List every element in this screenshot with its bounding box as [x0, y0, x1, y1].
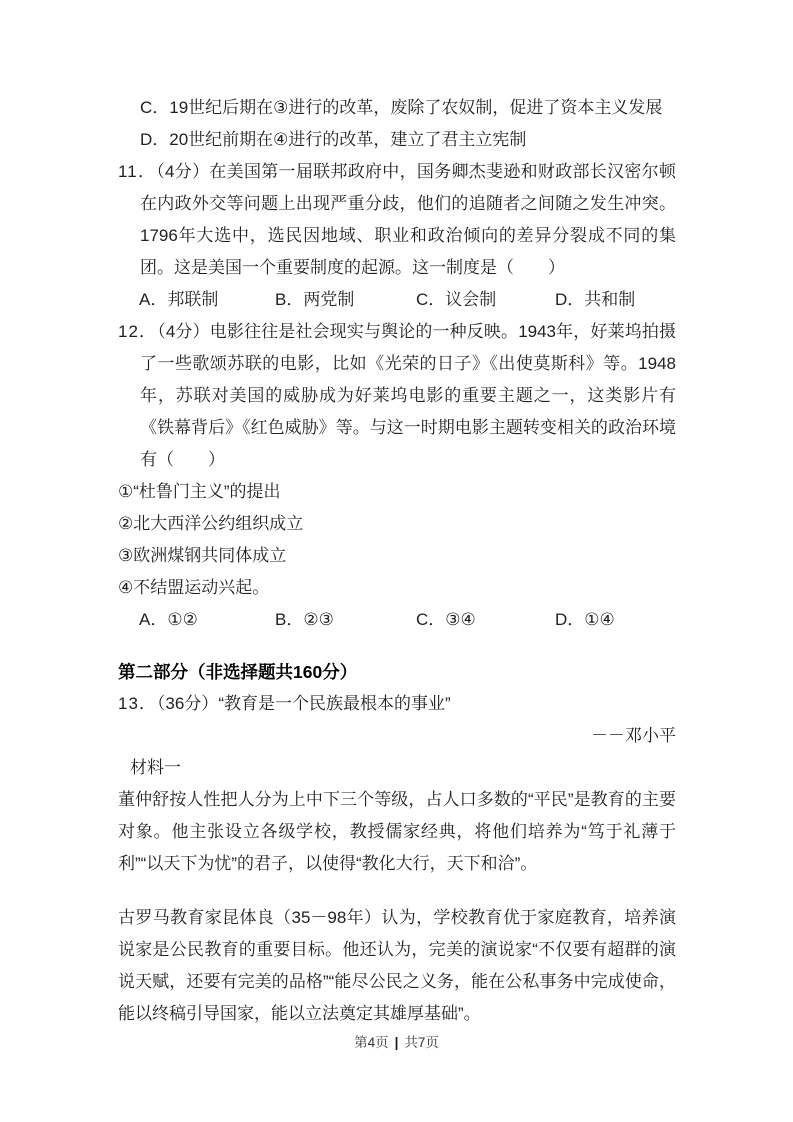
question-12-statement-4: ④不结盟运动兴起。 — [118, 578, 270, 597]
question-12-option-b: B．②③ — [275, 610, 334, 629]
question-13-number: 13． — [118, 694, 157, 713]
question-12-text: （4分）电影往往是社会现实与舆论的一种反映。1943年，好莱坞拍摄了一些歌颂苏联的电影，比如《光荣的日子》《出使莫斯科》等。1948年，苏联对美国的威胁成为好莱坞电影的重要主题之一，这类影片有《铁幕背后》《红色威胁》等。与这一时期电影主题转变相关的政治环境有（ ） — [140, 322, 676, 469]
page-content — [118, 92, 676, 1030]
material-one-label: 材料一 — [130, 758, 181, 777]
question-13-text: （36分）“教育是一个民族最根本的事业” — [156, 694, 451, 713]
question-12-option-c: C．③④ — [416, 610, 476, 629]
option-line-d: D．20世纪前期在④进行的改革，建立了君主立宪制 — [140, 130, 527, 149]
footer-separator: | — [394, 1035, 399, 1050]
option-line-c: C．19世纪后期在③进行的改革，废除了农奴制，促进了资本主义发展 — [140, 98, 663, 117]
question-11-option-b: B．两党制 — [275, 290, 355, 309]
material-paragraph-1: 董仲舒按人性把人分为上中下三个等级，占人口多数的“平民”是教育的主要对象。他主张设立各级学校，教授儒家经典，将他们培养为“笃于礼薄于利”“以天下为忧”的君子，以使得“教化大行，天下和洽”。 — [118, 790, 676, 873]
question-12-statement-1: ①“杜鲁门主义”的提出 — [118, 482, 281, 501]
section-two-heading: 第二部分（非选择题共160分） — [118, 662, 358, 682]
material-paragraph-2: 古罗马教育家昆体良（35－98年）认为，学校教育优于家庭教育，培养演说家是公民教育的重要目标。他还认为，完美的演说家“不仅要有超群的演说天赋，还要有完美的品格”“能尽公民之义务，能在公私事务中完成使命，能以终稿引导国家，能以立法奠定其雄厚基础”。 — [118, 908, 676, 1023]
question-12-statement-2: ②北大西洋公约组织成立 — [118, 514, 304, 533]
question-11 — [118, 156, 676, 284]
footer-current-page: 第4页 — [354, 1035, 389, 1050]
quote-attribution: －－邓小平 — [591, 726, 676, 745]
question-13 — [118, 688, 676, 720]
question-12-options — [118, 604, 676, 636]
page-footer — [0, 1031, 793, 1051]
question-11-option-d: D．共和制 — [555, 290, 636, 309]
question-12-option-a: A．①② — [139, 610, 198, 629]
question-11-text: （4分）在美国第一届联邦政府中，国务卿杰斐逊和财政部长汉密尔顿在内政外交等问题上出现严重分歧，他们的追随者之间随之发生冲突。1796年大选中，选民因地域、职业和政治倾向的差异分裂成不同的集团。这是美国一个重要制度的起源。这一制度是（ ） — [140, 162, 676, 277]
question-12-number: 12． — [118, 322, 158, 341]
question-12-statement-3: ③欧洲煤钢共同体成立 — [118, 546, 287, 565]
footer-total-pages: 共7页 — [404, 1035, 439, 1050]
question-11-options — [118, 284, 676, 316]
question-12 — [118, 316, 676, 476]
question-11-number: 11． — [118, 162, 157, 181]
question-12-option-d: D．①④ — [555, 610, 615, 629]
question-11-option-a: A．邦联制 — [139, 290, 219, 309]
question-11-option-c: C．议会制 — [416, 290, 497, 309]
